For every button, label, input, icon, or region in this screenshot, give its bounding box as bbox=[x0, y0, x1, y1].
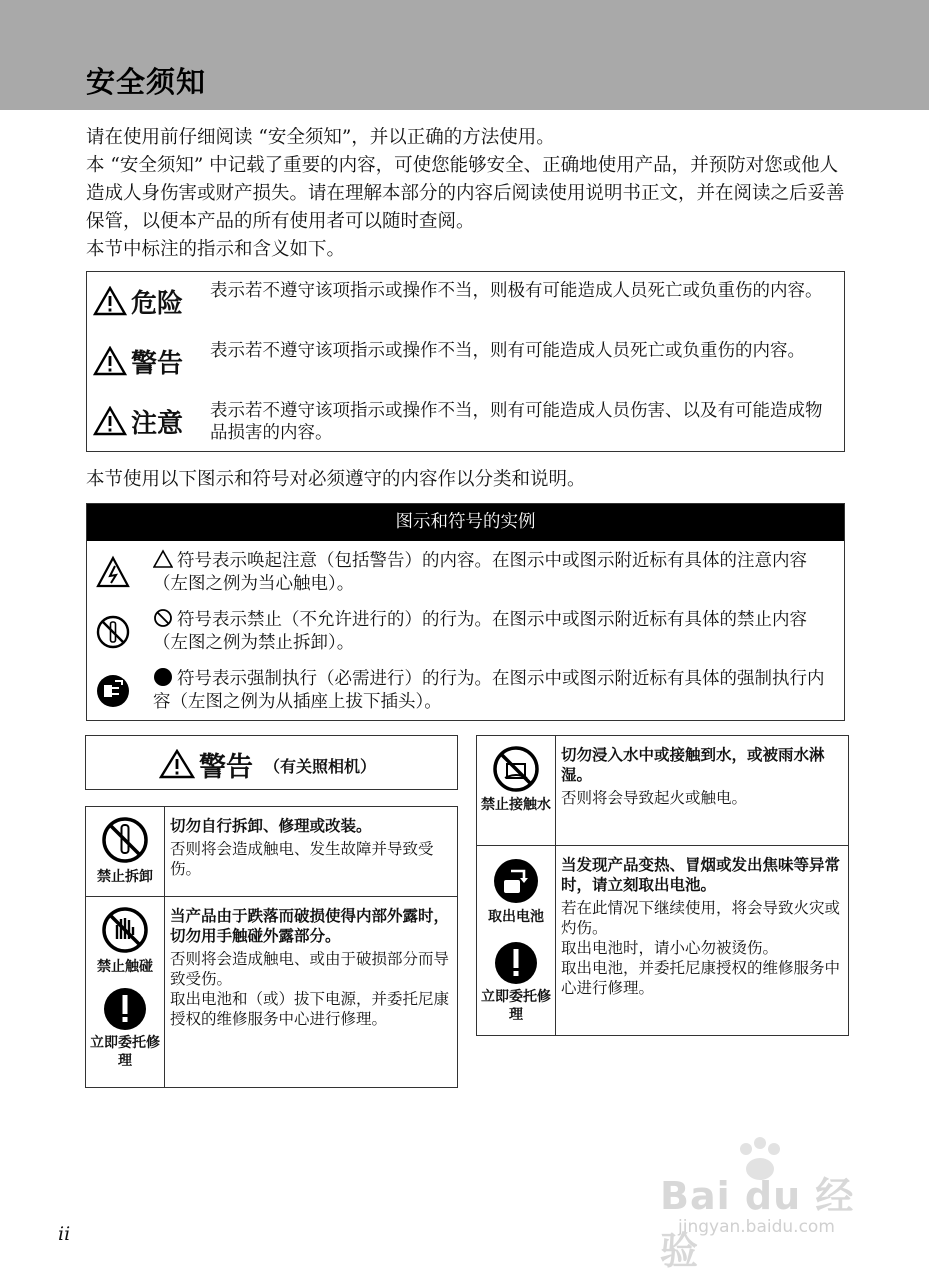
mandatory-exclamation-icon bbox=[103, 987, 147, 1031]
warning-triangle-icon bbox=[93, 286, 127, 316]
triangle-symbol-icon bbox=[153, 549, 173, 569]
row-body: 否则将会造成触电、或由于破损部分而导致受伤。 bbox=[170, 950, 450, 988]
level-label: 危险 bbox=[131, 289, 184, 319]
row-heading: 切勿自行拆卸、修理或改装。 bbox=[170, 817, 372, 835]
level-label: 注意 bbox=[131, 409, 184, 439]
symbol-description: 符号表示禁止（不允许进行的）的行为。在图示中或图示附近标有具体的禁止内容（左图之例为禁止拆卸）。 bbox=[153, 610, 807, 653]
left-warning-table bbox=[85, 806, 458, 1088]
watermark-logo: Bai du 经验 bbox=[660, 1174, 855, 1273]
level-description: 表示若不遵守该项指示或操作不当，则有可能造成人员伤害、以及有可能造成物品损害的内容。 bbox=[210, 401, 823, 443]
level-description: 表示若不遵守该项指示或操作不当，则有可能造成人员死亡或负重伤的内容。 bbox=[210, 341, 805, 361]
level-label: 警告 bbox=[131, 349, 184, 379]
row-body: 否则将会造成触电、发生故障并导致受伤。 bbox=[170, 840, 434, 878]
right-warning-table bbox=[476, 735, 849, 1036]
level-description: 表示若不遵守该项指示或操作不当，则极有可能造成人员死亡或负重伤的内容。 bbox=[210, 281, 823, 301]
no-touch-icon bbox=[100, 905, 150, 955]
symbol-description: 符号表示唤起注意（包括警告）的内容。在图示中或图示附近标有具体的注意内容（左图之例为当心触电）。 bbox=[153, 551, 807, 594]
intro-line-3: 本节中标注的指示和含义如下。 bbox=[86, 239, 346, 260]
warning-triangle-icon bbox=[159, 749, 195, 779]
no-water-icon bbox=[491, 744, 541, 794]
watermark-url: jingyan.baidu.com bbox=[678, 1217, 835, 1237]
icon-label: 取出电池 bbox=[488, 909, 544, 925]
icon-label: 禁止拆卸 bbox=[97, 869, 153, 885]
icon-label: 禁止接触水 bbox=[481, 797, 551, 813]
icon-label: 立即委托修理 bbox=[481, 989, 551, 1023]
table-row bbox=[86, 897, 457, 1087]
row-body: 取出电池和（或）拔下电源，并委托尼康授权的维修服务中心进行修理。 bbox=[170, 990, 450, 1028]
table-row bbox=[86, 807, 457, 897]
symbols-box bbox=[86, 503, 845, 721]
row-body: 若在此情况下继续使用，将会导致火灾或灼伤。 bbox=[561, 899, 841, 937]
remove-battery-icon bbox=[491, 856, 541, 906]
camera-warning-header bbox=[85, 735, 458, 790]
row-heading: 当产品由于跌落而破损使得内部外露时，切勿用手触碰外露部分。 bbox=[170, 907, 450, 945]
warning-subtitle: （有关照相机） bbox=[264, 757, 377, 776]
warning-triangle-icon bbox=[93, 406, 127, 436]
warning-triangle-icon bbox=[93, 346, 127, 376]
warning-label: 警告 bbox=[199, 752, 253, 783]
intro-text bbox=[86, 124, 856, 264]
symbol-description: 符号表示强制执行（必需进行）的行为。在图示中或图示附近标有具体的强制执行内容（左图之例为从插座上拔下插头）。 bbox=[153, 669, 825, 712]
table-row bbox=[477, 846, 848, 1035]
mandatory-symbol-icon bbox=[153, 667, 173, 687]
table-row bbox=[477, 736, 848, 846]
electric-shock-icon bbox=[95, 555, 131, 589]
page-number: ii bbox=[58, 1223, 71, 1245]
row-body: 否则将会导致起火或触电。 bbox=[561, 789, 748, 807]
hazard-levels-box bbox=[86, 271, 845, 452]
row-body: 取出电池，并委托尼康授权的维修服务中心进行修理。 bbox=[561, 959, 841, 997]
baidu-watermark bbox=[660, 1135, 880, 1273]
row-body: 取出电池时，请小心勿被烫伤。 bbox=[561, 939, 779, 957]
icon-label: 立即委托修理 bbox=[90, 1035, 160, 1069]
intro-line-2: 本 “安全须知” 中记载了重要的内容，可使您能够安全、正确地使用产品，并预防对您或他人造成人身伤害或财产损失。请在理解本部分的内容后阅读使用说明书正文，并在阅读之后妥善保管，以便本产品的所有使用者可以随时查阅。 bbox=[86, 155, 845, 232]
prohibit-symbol-icon bbox=[153, 608, 173, 628]
icon-label: 禁止触碰 bbox=[97, 959, 153, 975]
intro-line-1: 请在使用前仔细阅读 “安全须知”，并以正确的方法使用。 bbox=[86, 127, 555, 148]
no-disassembly-icon bbox=[95, 614, 131, 650]
symbols-header: 图示和符号的实例 bbox=[87, 504, 844, 541]
symbols-intro: 本节使用以下图示和符号对必须遵守的内容作以分类和说明。 bbox=[86, 469, 586, 490]
no-disassembly-icon bbox=[100, 815, 150, 865]
unplug-icon bbox=[95, 673, 131, 709]
row-heading: 当发现产品变热、冒烟或发出焦味等异常时，请立刻取出电池。 bbox=[561, 856, 841, 894]
page-title: 安全须知 bbox=[86, 65, 207, 99]
row-heading: 切勿浸入水中或接触到水，或被雨水淋湿。 bbox=[561, 746, 825, 784]
mandatory-exclamation-icon bbox=[494, 941, 538, 985]
